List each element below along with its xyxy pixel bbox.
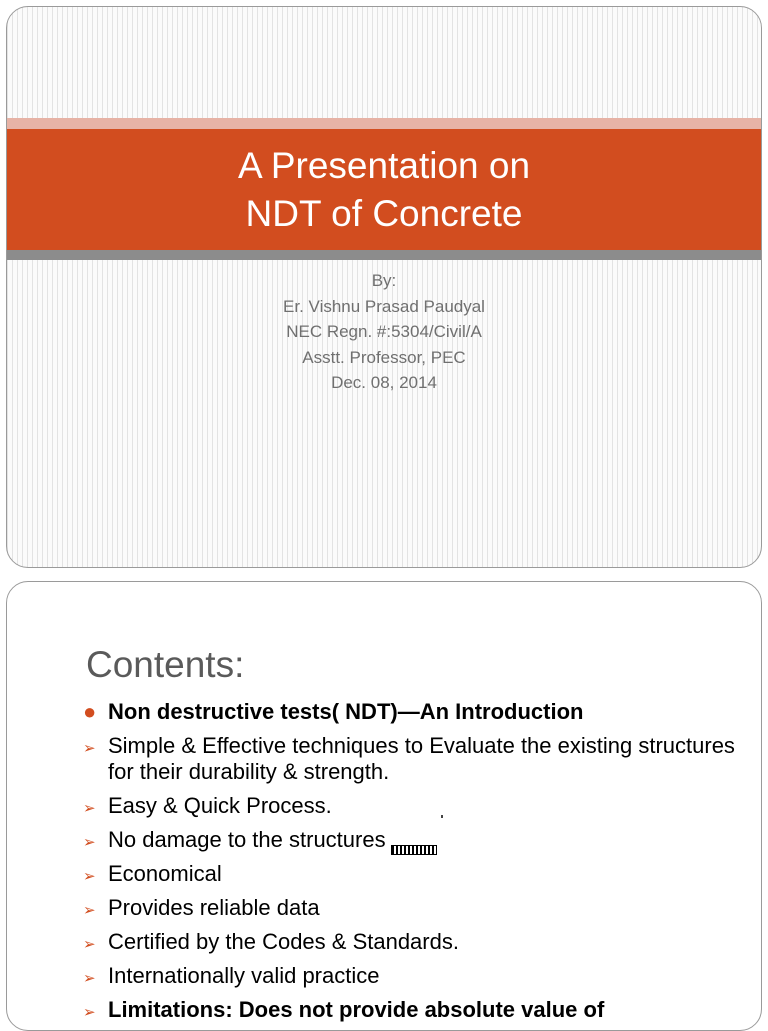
title-gray-stripe bbox=[7, 250, 761, 260]
contents-bullet-item bbox=[83, 997, 743, 1023]
bullet-arrow-icon: ➢ bbox=[83, 936, 96, 953]
bullet-text: Economical bbox=[108, 861, 222, 886]
bullet-text: Provides reliable data bbox=[108, 895, 320, 920]
subtitle-position: Asstt. Professor, PEC bbox=[302, 347, 466, 367]
subtitle-date: Dec. 08, 2014 bbox=[331, 373, 437, 392]
title-band bbox=[7, 129, 761, 250]
bullet-arrow-icon: ➢ bbox=[83, 834, 96, 851]
bullet-arrow-icon: ➢ bbox=[83, 740, 96, 757]
bullet-arrow-icon: ➢ bbox=[83, 868, 96, 885]
bullet-text: Certified by the Codes & Standards. bbox=[108, 929, 459, 954]
contents-slide bbox=[6, 581, 762, 1031]
bullet-arrow-icon: ➢ bbox=[83, 1004, 96, 1021]
contents-bullet-item bbox=[83, 861, 743, 887]
bullet-text: Simple & Effective techniques to Evaluate the existing structures for their durability & strength. bbox=[108, 733, 735, 784]
contents-bullet-item bbox=[83, 895, 743, 921]
contents-title: Contents: bbox=[86, 644, 245, 685]
bullet-text: Limitations: Does not provide absolute value of bbox=[108, 997, 605, 1022]
bullet-arrow-icon: ➢ bbox=[83, 800, 96, 817]
contents-bullet-item bbox=[83, 963, 743, 989]
title-accent-stripe bbox=[7, 118, 761, 129]
contents-bullet-item bbox=[83, 699, 743, 725]
bullet-arrow-icon: ➢ bbox=[83, 970, 96, 987]
bullet-text: Easy & Quick Process. bbox=[108, 793, 332, 818]
title-line-1: A Presentation on bbox=[237, 144, 531, 186]
contents-bullet-item bbox=[83, 929, 743, 955]
bullet-text: No damage to the structures bbox=[108, 827, 386, 852]
subtitle-registration: NEC Regn. #:5304/Civil/A bbox=[286, 322, 482, 341]
subtitle-author: Er. Vishnu Prasad Paudyal bbox=[283, 296, 485, 316]
title-line-2: NDT of Concrete bbox=[245, 192, 523, 234]
title-slide bbox=[6, 6, 762, 568]
contents-bullet-item bbox=[83, 733, 743, 785]
presenter-info bbox=[7, 268, 761, 396]
contents-bullet-list bbox=[83, 699, 743, 1031]
bullet-text: Non destructive tests( NDT)—An Introduction bbox=[108, 699, 584, 724]
stray-mark bbox=[441, 815, 443, 818]
bullet-text: Internationally valid practice bbox=[108, 963, 380, 988]
bullet-dot-icon: ● bbox=[83, 699, 97, 724]
scribble-mark bbox=[391, 845, 437, 855]
subtitle-by: By: bbox=[371, 271, 397, 290]
bullet-arrow-icon: ➢ bbox=[83, 902, 96, 919]
contents-bullet-item bbox=[83, 793, 743, 819]
